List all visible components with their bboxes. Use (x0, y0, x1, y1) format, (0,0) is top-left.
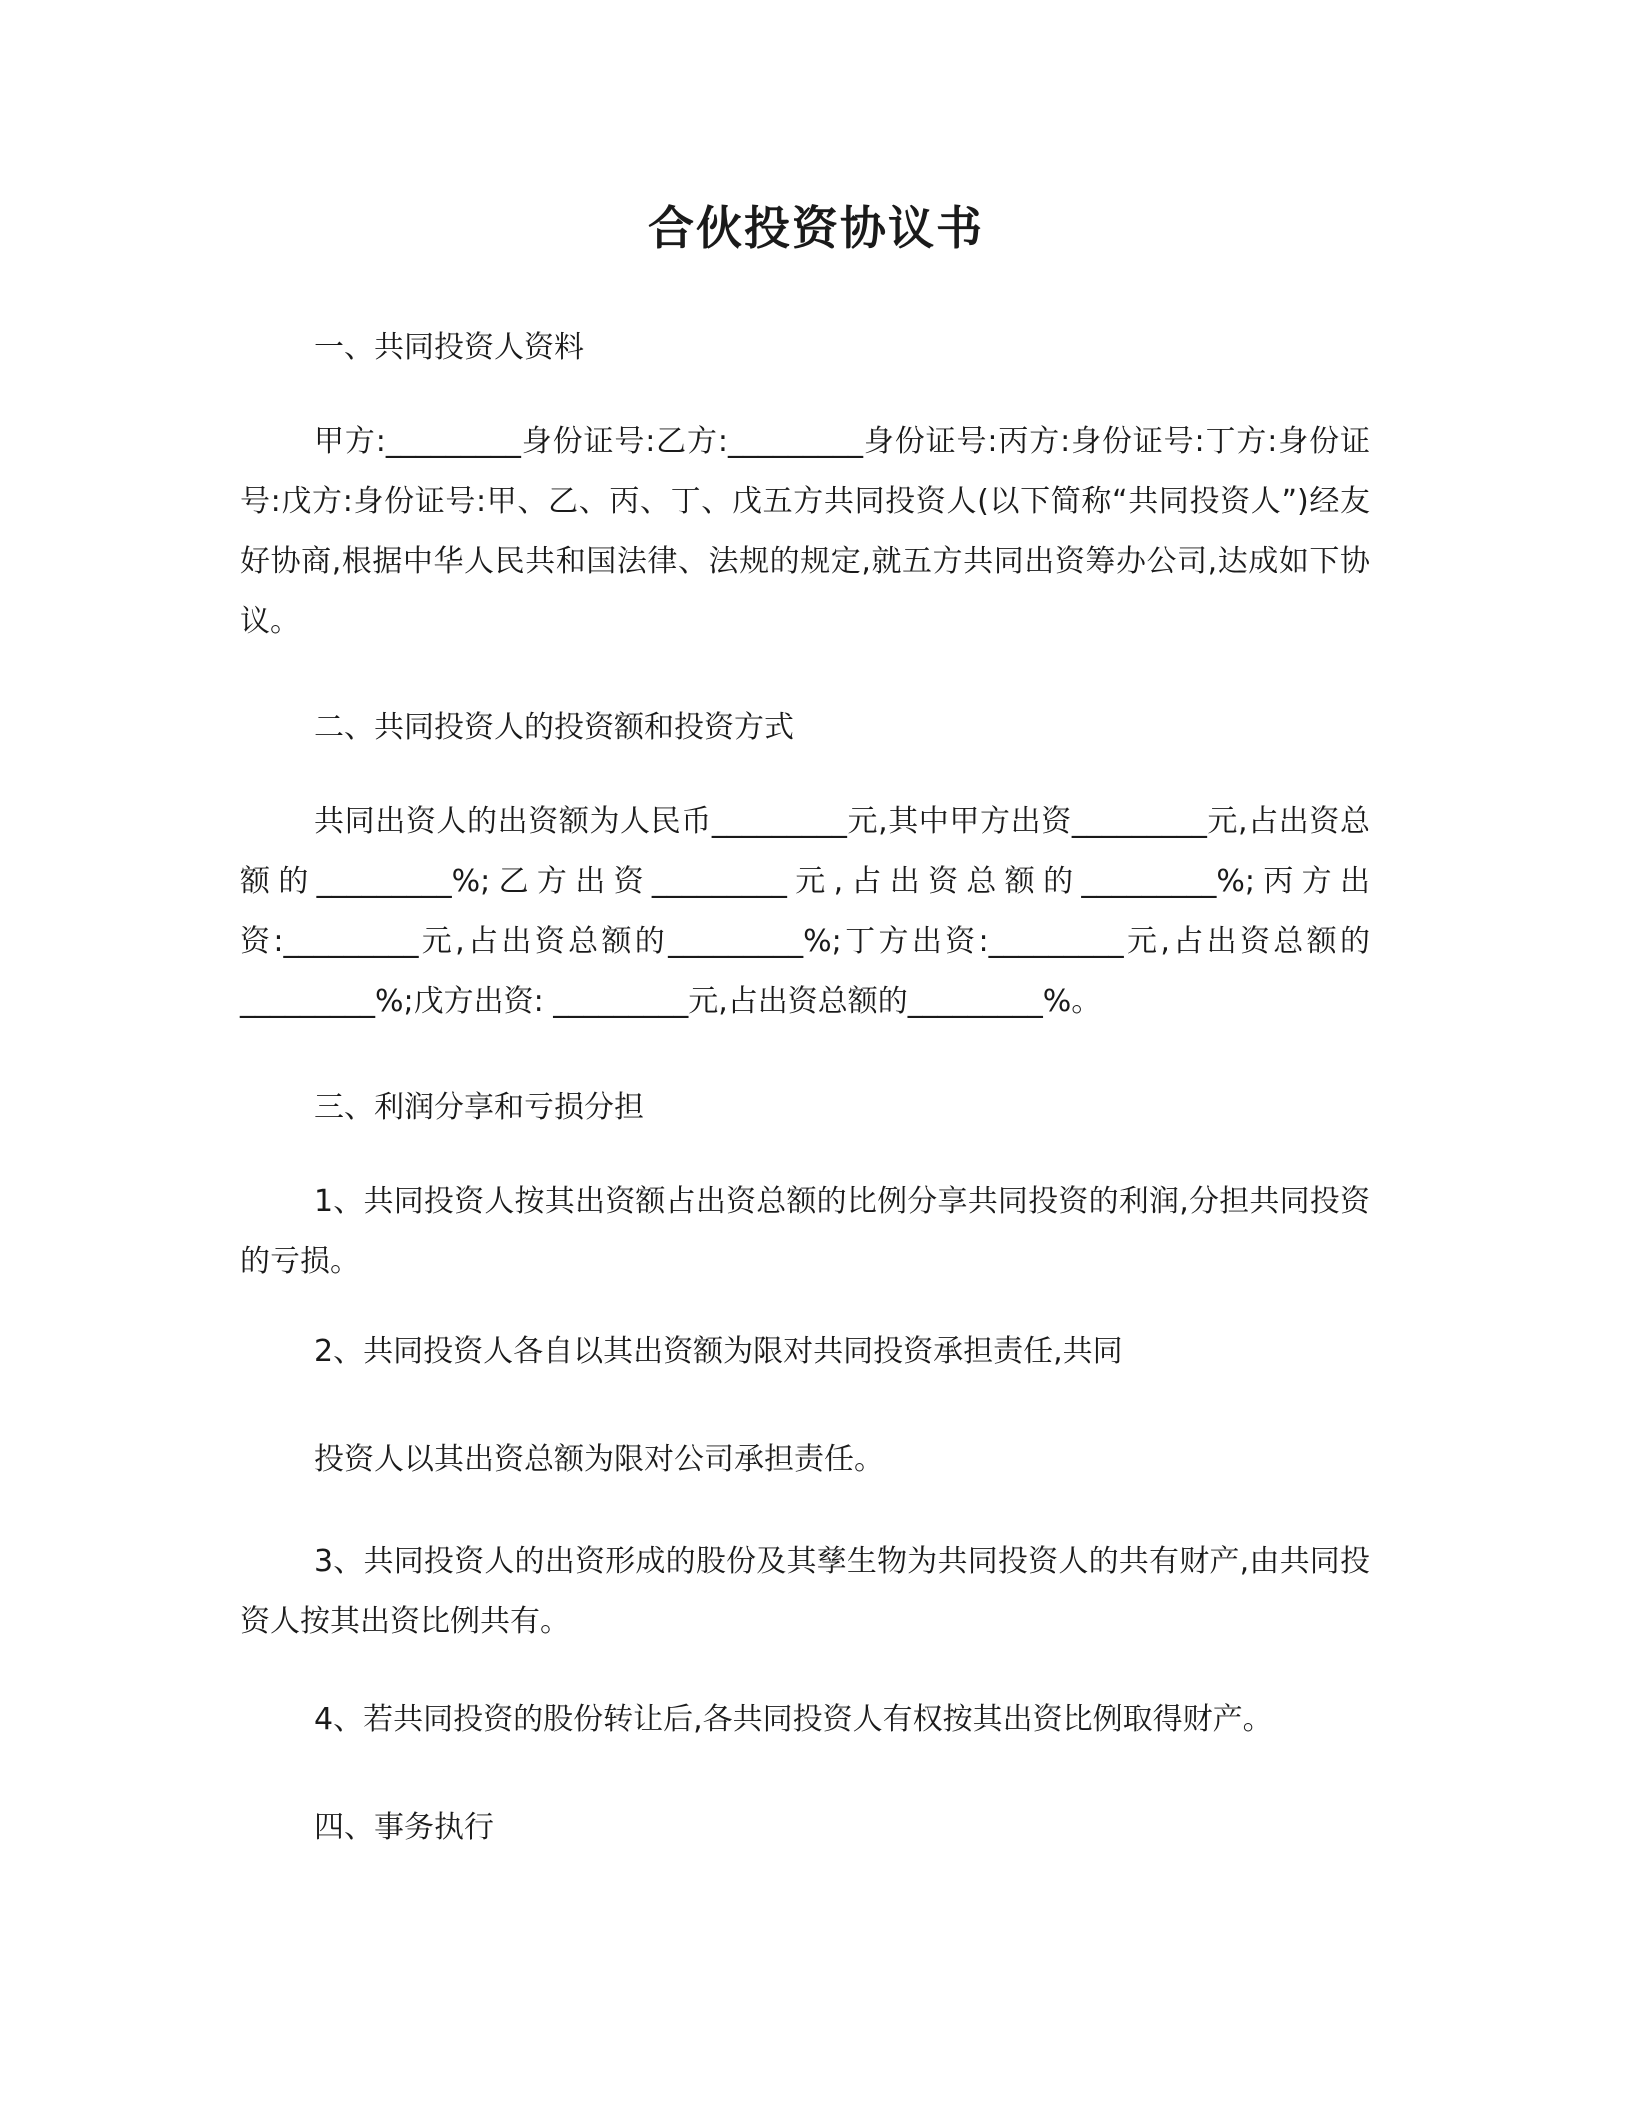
section-1-paragraph: 甲方:_________身份证号:乙方:_________身份证号:丙方:身份证号:丁方:身份证号:戊方:身份证号:甲、乙、丙、丁、戊五方共同投资人(以下简称“共同投资人”)经友好协商,根据中华人民共和国法律、法规的规定,就五方共同出资筹办公司,达成如下协议。 (240, 424, 1370, 639)
section-3-item-1: 1、共同投资人按其出资额占出资总额的比例分享共同投资的利润,分担共同投资的亏损。 (240, 1184, 1370, 1279)
section-3-item-3: 3、共同投资人的出资形成的股份及其孳生物为共同投资人的共有财产,由共同投资人按其出资比例共有。 (240, 1544, 1370, 1639)
section-heading-3: 三、利润分享和亏损分担 (314, 1090, 644, 1125)
section-3-item-2-line-1: 2、共同投资人各自以其出资额为限对共同投资承担责任,共同 (314, 1334, 1123, 1369)
section-2-paragraph: 共同出资人的出资额为人民币_________元,其中甲方出资_________元,占出资总额的_________%;乙方出资_________元,占出资总额的_________%;丙方出资:_________元,占出资总额的_________%;丁方出资:_________元,占出资总额的_________%;戊方出资: _________元,占出资总额的_________%。 (240, 804, 1370, 1019)
section-heading-4: 四、事务执行 (314, 1810, 494, 1845)
section-3-item-4: 4、若共同投资的股份转让后,各共同投资人有权按其出资比例取得财产。 (314, 1702, 1273, 1737)
section-3-item-2-line-2: 投资人以其出资总额为限对公司承担责任。 (314, 1442, 884, 1477)
document-title: 合伙投资协议书 (648, 201, 984, 255)
section-heading-2: 二、共同投资人的投资额和投资方式 (314, 710, 794, 745)
section-heading-1: 一、共同投资人资料 (314, 330, 584, 365)
